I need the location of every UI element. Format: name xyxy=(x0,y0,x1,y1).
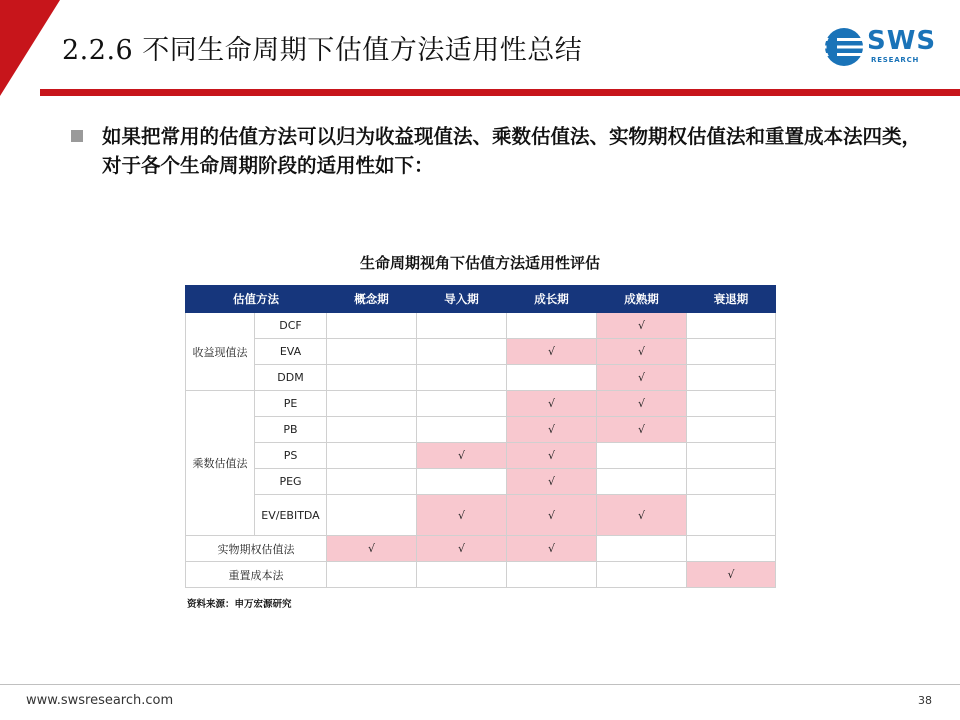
col-header-method: 估值方法 xyxy=(186,286,327,313)
mark-cell xyxy=(507,313,597,339)
sws-logo xyxy=(823,24,943,74)
mark-cell: √ xyxy=(597,495,687,536)
mark-cell xyxy=(327,562,417,588)
mark-cell: √ xyxy=(417,443,507,469)
mark-cell xyxy=(327,391,417,417)
table-row xyxy=(186,339,776,365)
method-cell: PEG xyxy=(255,469,327,495)
mark-cell: √ xyxy=(327,536,417,562)
col-header-decline: 衰退期 xyxy=(687,286,776,313)
mark-cell xyxy=(417,469,507,495)
table-row xyxy=(186,391,776,417)
mark-cell xyxy=(417,339,507,365)
mark-cell xyxy=(417,365,507,391)
source-note: 资料来源：申万宏源研究 xyxy=(187,599,292,610)
mark-cell xyxy=(687,443,776,469)
method-cell: PE xyxy=(255,391,327,417)
mark-cell xyxy=(687,417,776,443)
mark-cell xyxy=(417,417,507,443)
footer-url[interactable]: www.swsresearch.com xyxy=(26,693,174,708)
group-label-replacement: 重置成本法 xyxy=(186,562,327,588)
mark-cell: √ xyxy=(597,391,687,417)
mark-cell xyxy=(687,495,776,536)
mark-cell xyxy=(687,339,776,365)
mark-cell xyxy=(417,313,507,339)
mark-cell xyxy=(327,469,417,495)
footer-rule xyxy=(0,684,960,685)
method-cell: DDM xyxy=(255,365,327,391)
mark-cell: √ xyxy=(507,443,597,469)
table-row xyxy=(186,562,776,588)
mark-cell: √ xyxy=(507,391,597,417)
method-cell: EV/EBITDA xyxy=(255,495,327,536)
valuation-table xyxy=(185,285,776,588)
logo-subtext: RESEARCH xyxy=(871,56,920,64)
mark-cell: √ xyxy=(507,536,597,562)
bullet-text: 如果把常用的估值方法可以归为收益现值法、乘数估值法、实物期权估值法和重置成本法四类，对于各个生命周期阶段的适用性如下： xyxy=(102,125,922,177)
mark-cell xyxy=(327,339,417,365)
mark-cell: √ xyxy=(417,495,507,536)
bullet-square xyxy=(71,130,83,142)
logo-text: SWS xyxy=(867,26,937,56)
mark-cell xyxy=(687,313,776,339)
col-header-growth: 成长期 xyxy=(507,286,597,313)
mark-cell xyxy=(687,391,776,417)
mark-cell xyxy=(507,562,597,588)
corner-accent xyxy=(0,0,60,96)
group-label-income: 收益现值法 xyxy=(186,313,255,391)
mark-cell xyxy=(417,562,507,588)
mark-cell: √ xyxy=(597,365,687,391)
mark-cell: √ xyxy=(597,417,687,443)
mark-cell xyxy=(327,365,417,391)
slide-title: 2.2.6 不同生命周期下估值方法适用性总结 xyxy=(62,35,583,66)
mark-cell xyxy=(417,391,507,417)
col-header-intro: 导入期 xyxy=(417,286,507,313)
table-header-row xyxy=(186,286,776,313)
mark-cell xyxy=(597,443,687,469)
mark-cell xyxy=(507,365,597,391)
mark-cell: √ xyxy=(507,495,597,536)
mark-cell xyxy=(327,495,417,536)
method-cell: PB xyxy=(255,417,327,443)
mark-cell xyxy=(687,469,776,495)
mark-cell: √ xyxy=(507,339,597,365)
mark-cell xyxy=(327,443,417,469)
method-cell: PS xyxy=(255,443,327,469)
mark-cell: √ xyxy=(417,536,507,562)
table-row xyxy=(186,365,776,391)
mark-cell xyxy=(597,536,687,562)
mark-cell xyxy=(597,562,687,588)
sws-logo-icon xyxy=(823,26,865,68)
mark-cell: √ xyxy=(687,562,776,588)
col-header-mature: 成熟期 xyxy=(597,286,687,313)
table-title: 生命周期视角下估值方法适用性评估 xyxy=(359,254,600,272)
mark-cell xyxy=(597,469,687,495)
mark-cell xyxy=(687,365,776,391)
page-number: 38 xyxy=(918,694,932,707)
table-row xyxy=(186,417,776,443)
group-label-option: 实物期权估值法 xyxy=(186,536,327,562)
table-row xyxy=(186,313,776,339)
mark-cell xyxy=(687,536,776,562)
group-label-multiple: 乘数估值法 xyxy=(186,391,255,536)
table-row xyxy=(186,443,776,469)
method-cell: DCF xyxy=(255,313,327,339)
mark-cell: √ xyxy=(597,313,687,339)
col-header-concept: 概念期 xyxy=(327,286,417,313)
table-row xyxy=(186,469,776,495)
table-row xyxy=(186,495,776,536)
mark-cell: √ xyxy=(507,469,597,495)
mark-cell: √ xyxy=(507,417,597,443)
header-rule xyxy=(40,89,960,96)
mark-cell xyxy=(327,313,417,339)
method-cell: EVA xyxy=(255,339,327,365)
mark-cell xyxy=(327,417,417,443)
mark-cell: √ xyxy=(597,339,687,365)
table-row xyxy=(186,536,776,562)
